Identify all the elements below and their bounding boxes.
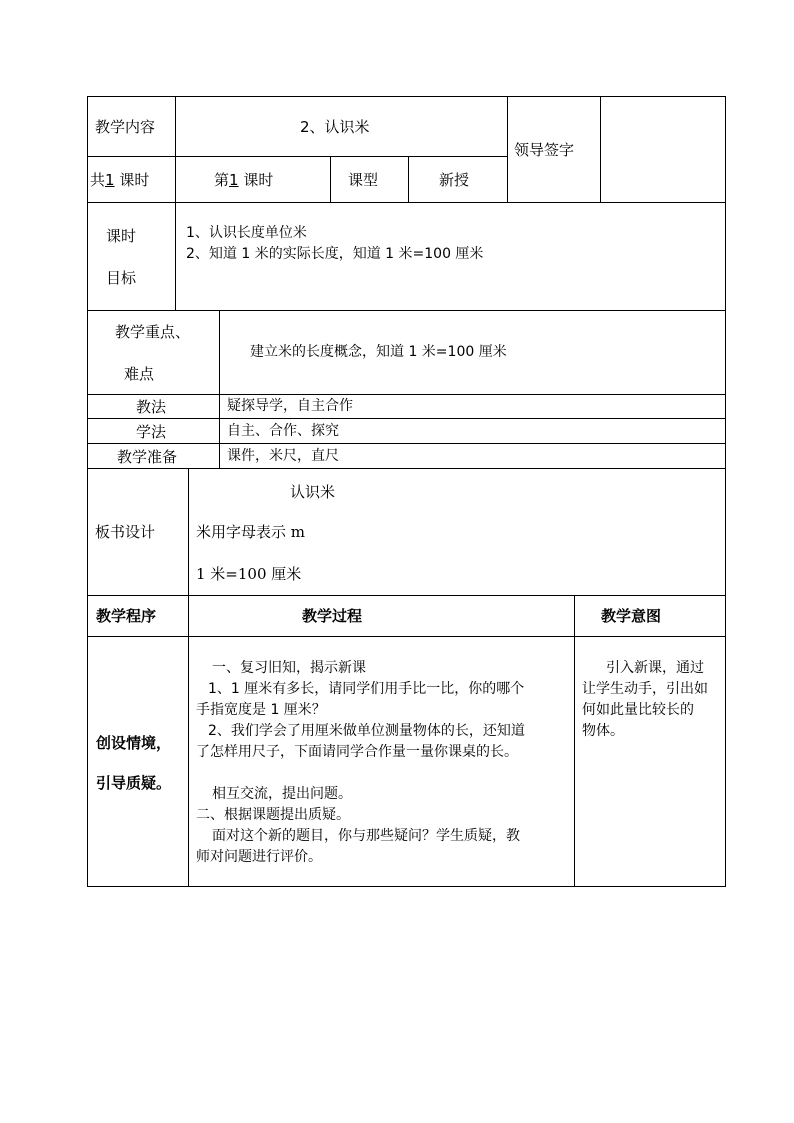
lesson-type-label: 课型: [348, 171, 379, 189]
divider: [87, 595, 726, 596]
process-line: 相互交流，提出问题。: [212, 786, 352, 802]
divider: [175, 156, 176, 202]
intent-header: 教学意图: [601, 607, 662, 625]
stage-label-line2: 引导质疑。: [96, 774, 172, 792]
total-lessons: [90, 170, 149, 190]
total-suffix: 课时: [114, 171, 150, 189]
intent-line: 何如此量比较长的: [582, 702, 694, 718]
nth-prefix: 第: [214, 171, 230, 189]
divider: [87, 394, 726, 395]
objective-item: 2、知道 1 米的实际长度，知道 1 米=100 厘米: [186, 246, 484, 262]
nth-suffix: 课时: [238, 171, 274, 189]
teaching-prep-value: 课件，米尺，直尺: [227, 448, 339, 464]
board-line: 米用字母表示 m: [196, 523, 305, 541]
divider: [574, 595, 575, 887]
process-line: 二、根据课题提出质疑。: [196, 807, 350, 823]
lesson-type-value: 新授: [439, 171, 470, 189]
total-prefix: 共: [90, 171, 106, 189]
teaching-content-label: 教学内容: [95, 118, 156, 136]
intent-line: 物体。: [582, 723, 624, 739]
divider: [87, 310, 726, 311]
divider: [507, 96, 508, 202]
divider: [87, 418, 726, 419]
process-line: 师对问题进行评价。: [196, 849, 322, 865]
objectives-label-line2: 目标: [106, 269, 137, 287]
intent-line: 引入新课，通过: [606, 660, 704, 676]
divider: [87, 156, 507, 157]
divider: [87, 636, 726, 637]
divider: [188, 468, 189, 887]
divider: [87, 202, 726, 203]
stage-label-line1: 创设情境，: [96, 734, 172, 752]
total-num: 1: [105, 171, 115, 189]
lesson-number: [214, 170, 273, 190]
divider: [408, 156, 409, 202]
board-title: 认识米: [290, 483, 336, 501]
intent-line: 让学生动手，引出如: [582, 681, 708, 697]
teaching-content-value: 2、认识米: [300, 118, 370, 136]
nth-num: 1: [229, 171, 239, 189]
objective-item: 1、认识长度单位米: [186, 225, 307, 241]
objectives-label-line1: 课时: [106, 227, 137, 245]
lesson-plan-table: [87, 96, 726, 887]
process-line: 2、我们学会了用厘米做单位测量物体的长，还知道: [208, 723, 525, 739]
divider: [175, 96, 176, 156]
process-line: 手指宽度是 1 厘米？: [196, 702, 326, 718]
process-line: 了怎样用尺子，下面请同学合作量一量你课桌的长。: [196, 744, 518, 760]
process-header: 教学过程: [302, 607, 363, 625]
divider: [87, 468, 726, 469]
process-line: 一、复习旧知，揭示新课: [212, 660, 366, 676]
divider: [87, 443, 726, 444]
divider: [600, 96, 601, 202]
teaching-method-label: 教法: [136, 398, 167, 416]
learning-method-label: 学法: [136, 423, 167, 441]
process-line: 面对这个新的题目，你与那些疑问？学生质疑，教: [212, 828, 520, 844]
procedure-header: 教学程序: [96, 607, 157, 625]
board-line: 1 米=100 厘米: [196, 565, 302, 583]
leader-signature-label: 领导签字: [514, 141, 575, 159]
divider: [175, 202, 176, 310]
teaching-prep-label: 教学准备: [117, 448, 178, 466]
teaching-method-value: 疑探导学，自主合作: [227, 398, 353, 414]
process-line: 1、1 厘米有多长，请同学们用手比一比，你的哪个: [208, 681, 525, 697]
key-points-label-line2: 难点: [124, 365, 155, 383]
divider: [219, 310, 220, 468]
divider: [330, 156, 331, 202]
learning-method-value: 自主、合作、探究: [227, 423, 339, 439]
key-points-value: 建立米的长度概念，知道 1 米=100 厘米: [250, 344, 507, 360]
key-points-label-line1: 教学重点、: [115, 323, 191, 341]
board-label: 板书设计: [95, 523, 156, 541]
